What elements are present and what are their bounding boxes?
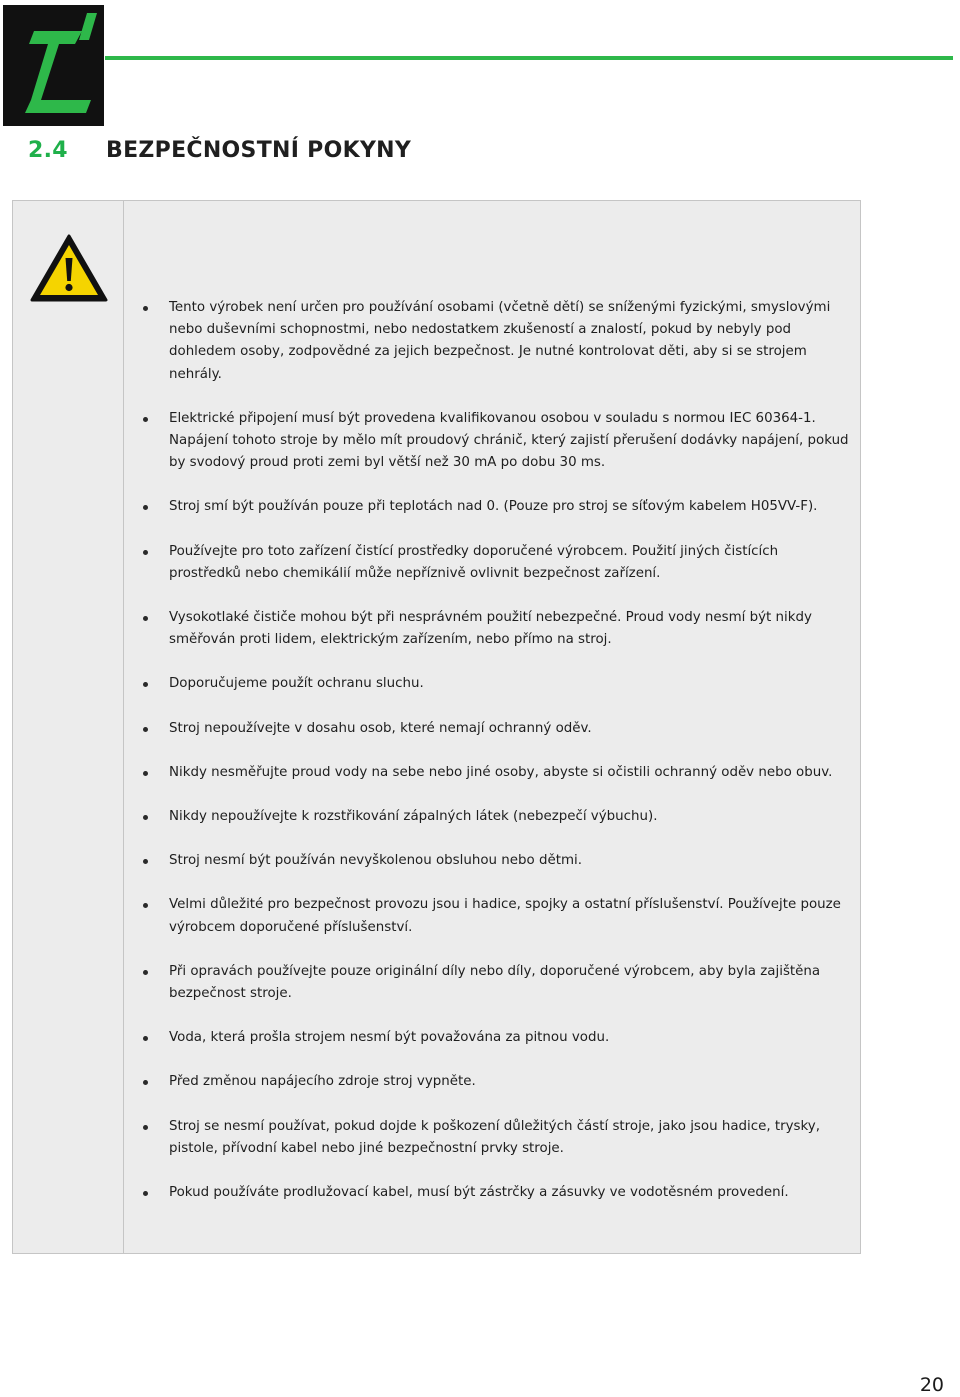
section-number: 2.4	[28, 138, 68, 163]
list-item: Před změnou napájecího zdroje stroj vypněte.	[131, 1071, 851, 1093]
list-item: Voda, která prošla strojem nesmí být považována za pitnou vodu.	[131, 1027, 851, 1049]
z-logo-icon	[3, 5, 104, 126]
safety-instructions-panel	[12, 200, 861, 1254]
list-item: Při opravách používejte pouze originální díly nebo díly, doporučené výrobcem, aby byla zajištěna bezpečnost stroje.	[131, 961, 851, 1005]
bullet-icon	[143, 1080, 148, 1085]
list-item: Stroj nesmí být používán nevyškolenou obsluhou nebo dětmi.	[131, 850, 851, 872]
bullet-icon	[143, 1191, 148, 1196]
section-heading	[28, 138, 411, 163]
warning-triangle-icon	[30, 233, 108, 303]
bullet-icon	[143, 1036, 148, 1041]
list-item: Velmi důležité pro bezpečnost provozu jsou i hadice, spojky a ostatní příslušenství. Používejte pouze výrobcem doporučené příslušenství.	[131, 894, 851, 938]
bullet-icon	[143, 903, 148, 908]
bullet-icon	[143, 417, 148, 422]
list-item: Nikdy nesměřujte proud vody na sebe nebo jiné osoby, abyste si očistili ochranný oděv nebo obuv.	[131, 762, 851, 784]
list-item: Vysokotlaké čističe mohou být při nesprávném použití nebezpečné. Proud vody nesmí být nikdy směřován proti lidem, elektrickým zařízením, nebo přímo na stroj.	[131, 607, 851, 651]
list-item: Stroj se nesmí používat, pokud dojde k poškození důležitých částí stroje, jako jsou hadice, trysky, pistole, přívodní kabel nebo jiné bezpečnostní prvky stroje.	[131, 1116, 851, 1160]
instruction-list	[131, 297, 851, 1226]
section-title: BEZPEČNOSTNÍ POKYNY	[106, 138, 412, 163]
list-item: Nikdy nepoužívejte k rozstřikování zápalných látek (nebezpečí výbuchu).	[131, 806, 851, 828]
page-number: 20	[919, 1374, 944, 1396]
list-item: Tento výrobek není určen pro používání osobami (včetně dětí) se sníženými fyzickými, smyslovými nebo duševními schopnostmi, nebo nedostatkem zkušeností a znalostí, pokud by nebyly pod dohledem osoby, zodpovědné za jejich bezpečnost. Je nutné kontrolovat děti, aby si se strojem nehrály.	[131, 297, 851, 386]
list-item: Elektrické připojení musí být provedena kvalifikovanou osobou v souladu s normou IEC 60364-1.	[131, 408, 851, 430]
bullet-icon	[143, 550, 148, 555]
bullet-icon	[143, 1125, 148, 1130]
bullet-icon	[143, 970, 148, 975]
bullet-icon	[143, 815, 148, 820]
bullet-icon	[143, 505, 148, 510]
list-item: Doporučujeme použít ochranu sluchu.	[131, 673, 851, 695]
bullet-icon	[143, 859, 148, 864]
bullet-icon	[143, 771, 148, 776]
panel-divider	[123, 201, 124, 1253]
header-rule	[105, 56, 953, 60]
list-item: Používejte pro toto zařízení čistící prostředky doporučené výrobcem. Použití jiných čistících prostředků nebo chemikálií může nepříznivě ovlivnit bezpečnost zařízení.	[131, 541, 851, 585]
list-item: Pokud používáte prodlužovací kabel, musí být zástrčky a zásuvky ve vodotěsném provedení.	[131, 1182, 851, 1204]
bullet-icon	[143, 682, 148, 687]
list-item: Stroj nepoužívejte v dosahu osob, které nemají ochranný oděv.	[131, 718, 851, 740]
bullet-icon	[143, 727, 148, 732]
list-item-continuation: Napájení tohoto stroje by mělo mít proudový chránič, který zajistí přerušení dodávky napájení, pokud by svodový proud proti zemi byl větší než 30 mA po dobu 30 ms.	[169, 433, 849, 471]
bullet-icon	[143, 616, 148, 621]
bullet-icon	[143, 306, 148, 311]
list-item: Stroj smí být používán pouze při teplotách nad 0. (Pouze pro stroj se síťovým kabelem H05VV-F).	[131, 496, 851, 518]
